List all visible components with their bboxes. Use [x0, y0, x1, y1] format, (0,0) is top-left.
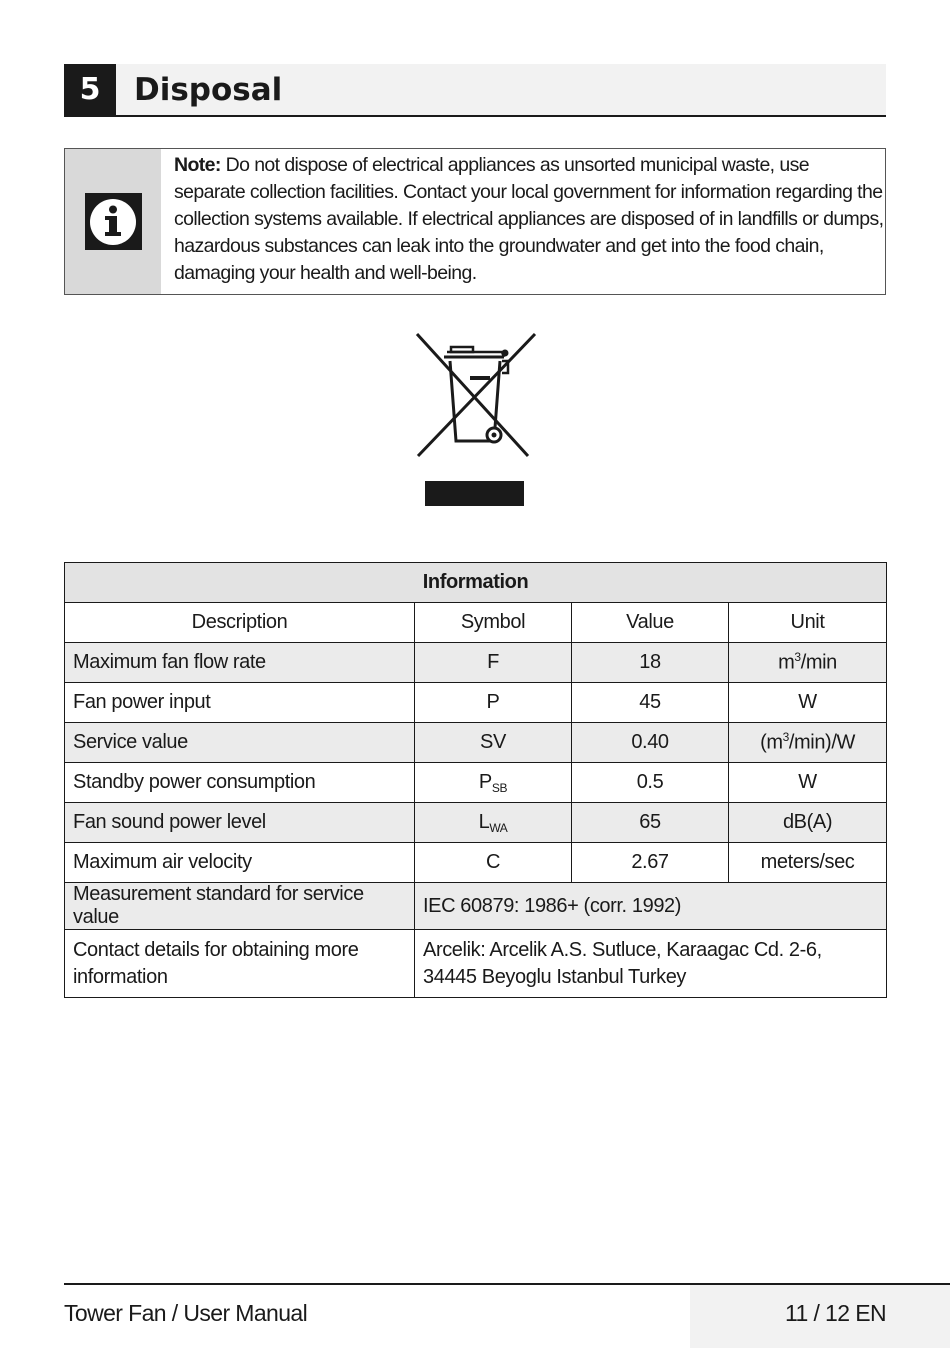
row-unit — [729, 643, 887, 683]
crossed-out-wheelie-bin-icon — [414, 331, 538, 509]
row-value: 45 — [572, 683, 729, 723]
table-header-row — [65, 603, 887, 643]
unit-base: m — [778, 651, 795, 674]
row-description: Service value — [65, 723, 415, 763]
row-description: Maximum air velocity — [65, 843, 415, 883]
column-header: Unit — [729, 603, 887, 643]
table-row-standard — [65, 883, 887, 930]
note-box — [64, 148, 886, 295]
table-row — [65, 803, 887, 843]
symbol-subscript: WA — [489, 821, 508, 835]
note-text — [174, 152, 884, 287]
standard-value: IEC 60879: 1986+ (corr. 1992) — [415, 883, 887, 930]
footer-document-title: Tower Fan / User Manual — [64, 1300, 308, 1326]
table-row — [65, 723, 887, 763]
row-symbol: F — [415, 643, 572, 683]
unit-tail: /min)/W — [788, 731, 855, 754]
row-symbol — [415, 803, 572, 843]
row-description: Fan power input — [65, 683, 415, 723]
row-value: 0.5 — [572, 763, 729, 803]
unit-superscript: 3 — [794, 650, 801, 665]
row-symbol: C — [415, 843, 572, 883]
info-icon — [85, 193, 142, 250]
row-value: 0.40 — [572, 723, 729, 763]
column-header: Value — [572, 603, 729, 643]
information-table — [64, 562, 887, 998]
unit-base: (m — [760, 731, 783, 754]
contact-label: Contact details for obtaining more information — [65, 930, 415, 998]
row-symbol: SV — [415, 723, 572, 763]
column-header: Description — [65, 603, 415, 643]
symbol-base: L — [478, 811, 490, 833]
row-unit: W — [729, 683, 887, 723]
table-row — [65, 843, 887, 883]
symbol-subscript: SB — [491, 781, 508, 795]
table-row — [65, 763, 887, 803]
row-description: Fan sound power level — [65, 803, 415, 843]
table-row-contact — [65, 930, 887, 998]
note-body: Do not dispose of electrical appliances as unsorted municipal waste, use separate collection facilities. Contact your local government for information regarding the collection systems available. If electrical appliances are disposed of in landfills or dumps, hazardous substances can leak into the groundwater and get into the food chain, damaging your health and well-being. — [174, 154, 884, 284]
row-value: 2.67 — [572, 843, 729, 883]
row-unit: meters/sec — [729, 843, 887, 883]
unit-tail: /min — [800, 651, 837, 674]
section-header — [64, 64, 886, 117]
note-label: Note: — [174, 154, 221, 176]
note-icon-cell — [65, 149, 161, 294]
standard-label: Measurement standard for service value — [65, 883, 415, 930]
row-value: 18 — [572, 643, 729, 683]
row-symbol: P — [415, 683, 572, 723]
unit-superscript: 3 — [782, 730, 789, 745]
footer-page-number: 11 / 12 EN — [785, 1300, 886, 1326]
row-value: 65 — [572, 803, 729, 843]
row-symbol — [415, 763, 572, 803]
section-number: 5 — [64, 64, 116, 115]
row-unit: W — [729, 763, 887, 803]
row-description: Maximum fan flow rate — [65, 643, 415, 683]
section-title: Disposal — [134, 71, 283, 108]
column-header: Symbol — [415, 603, 572, 643]
symbol-base: P — [478, 771, 492, 793]
row-unit: dB(A) — [729, 803, 887, 843]
row-description: Standby power consumption — [65, 763, 415, 803]
table-row — [65, 683, 887, 723]
row-unit — [729, 723, 887, 763]
contact-value: Arcelik: Arcelik A.S. Sutluce, Karaagac Cd. 2-6, 34445 Beyoglu Istanbul Turkey — [415, 930, 887, 998]
table-row — [65, 643, 887, 683]
table-title: Information — [65, 563, 887, 603]
table-title-row — [65, 563, 887, 603]
